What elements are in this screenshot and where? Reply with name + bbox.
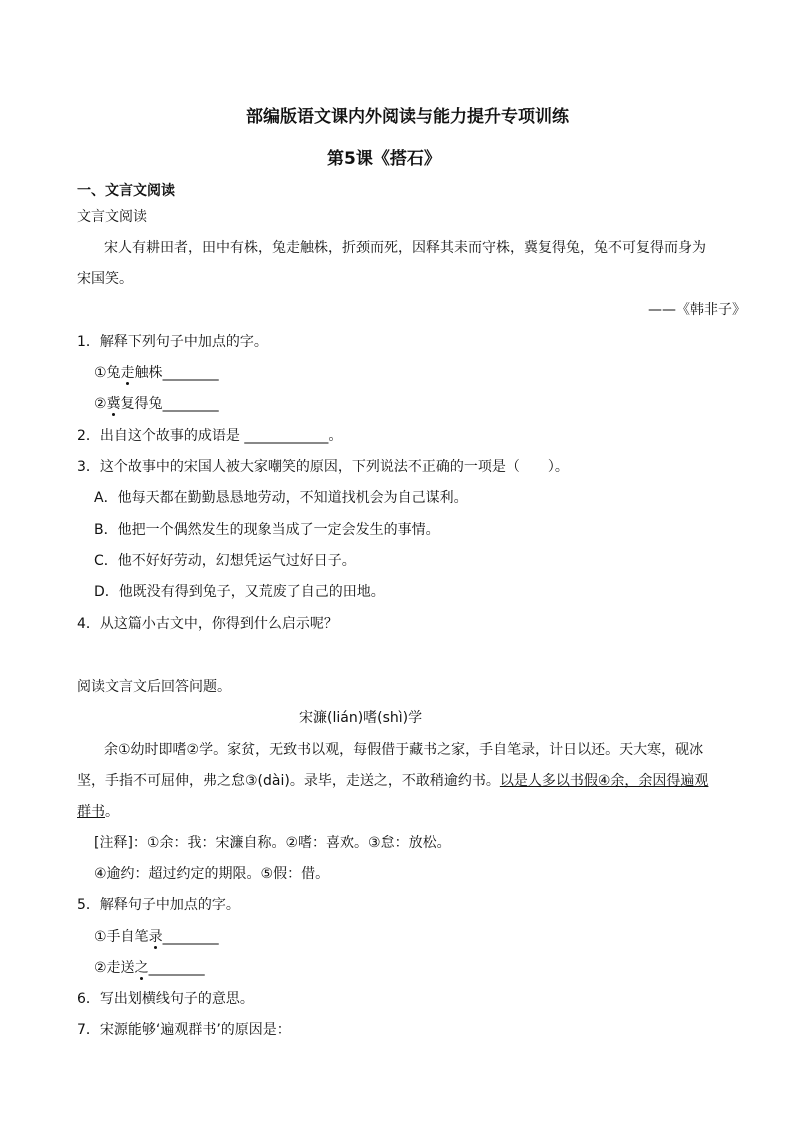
underlined-sentence: 以是人多以书假④余，余因得遍观 — [499, 773, 709, 789]
lesson-title: 第5课《搭石》 — [327, 149, 441, 169]
passage-line: 宋人有耕田者，田中有株，兔走触株，折颈而死，因释其耒而守株，冀复得兔，兔不可复得而身为 — [104, 240, 706, 256]
dotted-char: 录 — [148, 929, 163, 945]
item-text: ①手自笔 — [94, 929, 149, 945]
passage-text: 。 — [105, 804, 119, 820]
question-7: 7．宋源能够‘遍观群书’的原因是： — [77, 1022, 291, 1038]
passage-line: 宋国笑。 — [77, 271, 133, 287]
option-a[interactable]: A．他每天都在勤勤恳恳地劳动，不知道找机会为自己谋利。 — [94, 490, 468, 506]
item-text: 复得兔 — [120, 396, 163, 412]
question-6: 6．写出划横线句子的意思。 — [77, 991, 254, 1007]
option-d[interactable]: D．他既没有得到兔子，又荒废了自己的田地。 — [94, 584, 385, 600]
section-intro: 阅读文言文后回答问题。 — [77, 679, 231, 695]
question-5-item-b — [94, 958, 205, 978]
option-b[interactable]: B．他把一个偶然发生的现象当成了一定会发生的事情。 — [94, 522, 440, 538]
dotted-char: 之 — [134, 960, 149, 976]
item-text: ①兔 — [94, 365, 121, 381]
answer-blank[interactable]: ____________ — [244, 428, 329, 444]
passage-title: 宋濂(lián)嗜(shì)学 — [299, 710, 423, 726]
question-3: 3．这个故事中的宋国人被大家嘲笑的原因，下列说法不正确的一项是（ ）。 — [77, 459, 569, 475]
item-text: ②走送 — [94, 960, 135, 976]
annotation: ④逾约：超过约定的期限。⑤假：借。 — [94, 866, 330, 882]
question-1: 1．解释下列句子中加点的字。 — [77, 334, 268, 350]
annotation: [注释]：①余：我：宋濂自称。②嗜：喜欢。③怠：放松。 — [94, 835, 451, 851]
passage-text: 坚，手指不可屈伸，弗之怠③(dài)。录毕，走送之，不敢稍逾约书。 — [77, 773, 500, 789]
answer-blank[interactable]: ________ — [162, 929, 219, 945]
question-1-item-a — [94, 363, 219, 383]
passage-line: 余①幼时即嗜②学。家贫，无致书以观，每假借于藏书之家，手自笔录，计日以还。天大寒，砚冰 — [104, 742, 704, 758]
question-1-item-b — [94, 394, 219, 414]
dotted-char: 走 — [120, 365, 135, 381]
question-text: 。 — [328, 428, 343, 444]
section-heading: 一、文言文阅读 — [77, 183, 175, 199]
question-4: 4．从这篇小古文中，你得到什么启示呢？ — [77, 616, 338, 632]
underlined-sentence: 群书 — [77, 804, 105, 820]
passage-line — [77, 771, 708, 791]
question-5-item-a — [94, 927, 219, 947]
passage-line — [77, 802, 119, 822]
item-text: 触株 — [134, 365, 163, 381]
answer-blank[interactable]: ________ — [162, 365, 219, 381]
question-2 — [77, 426, 342, 446]
item-text: ② — [94, 396, 107, 412]
dotted-char: 冀 — [106, 396, 121, 412]
answer-blank[interactable]: ________ — [148, 960, 205, 976]
question-text: 2．出自这个故事的成语是 — [77, 428, 240, 444]
passage-source: ——《韩非子》 — [648, 302, 746, 318]
question-5: 5．解释句子中加点的字。 — [77, 897, 240, 913]
answer-blank[interactable]: ________ — [162, 396, 219, 412]
section-intro: 文言文阅读 — [77, 209, 147, 225]
document-title: 部编版语文课内外阅读与能力提升专项训练 — [246, 107, 569, 127]
option-c[interactable]: C．他不好好劳动，幻想凭运气过好日子。 — [94, 553, 356, 569]
